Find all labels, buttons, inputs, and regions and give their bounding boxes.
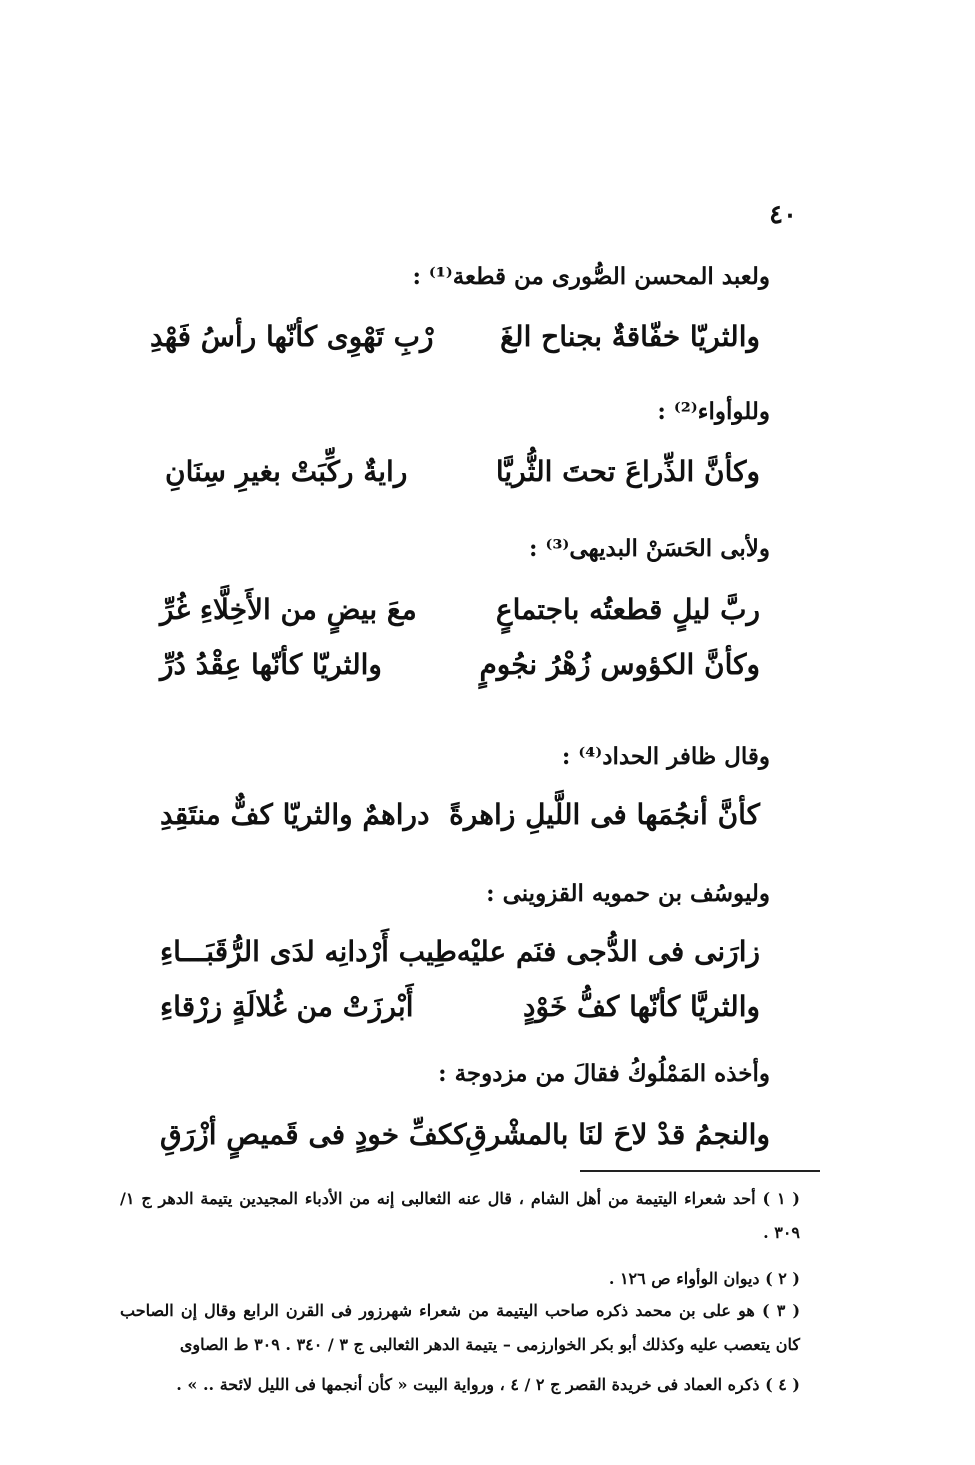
verse-second-hemistich: والثريّا كأنّها عِقْدُ دُرِّ [160, 648, 382, 681]
verse-line [165, 455, 760, 495]
section-intro: وليوسُف بن حمويه القزوينى : [486, 880, 770, 907]
verse-first-hemistich: وكأنَّ الذِّراعَ تحتَ الثُّريَّا [495, 455, 760, 488]
verse-first-hemistich: ربَّ ليلٍ قطعتُه باجتماعٍ [495, 593, 760, 626]
section-intro: ولعبد المحسن الصُّورى من قطعة⁽¹⁾ : [412, 263, 770, 290]
verse-second-hemistich: رْبِ تَهْوِى كأنّها رأسُ فَهْدِ [150, 320, 434, 353]
verse-line [160, 648, 760, 688]
verse-line [160, 935, 760, 975]
verse-first-hemistich: وكأنَّ الكؤوس زُهْرُ نجُومٍ [479, 648, 760, 681]
section-intro: ولأبى الحَسَنْ البديهى⁽³⁾ : [529, 535, 770, 562]
page-number: ٤٠ [769, 200, 797, 230]
verse-second-hemistich: أَبْرزَتْ من غُلالَةٍ زرْقاءِ [160, 990, 414, 1023]
verse-second-hemistich: دراهمٌ والثريّا كفٌّ منتَقِدِ [160, 798, 430, 831]
verse-first-hemistich: والنجمُ قدْ لاحَ لنَا بالمشْرقِ [465, 1118, 770, 1151]
verse-first-hemistich: والثريَّا كأنّها كفُّ خَوْدٍ [523, 990, 760, 1023]
section-intro: وللوأواء⁽²⁾ : [657, 398, 770, 425]
verse-first-hemistich: والثريّا خفّاقةٌ بجناح الغَ [500, 320, 760, 353]
verse-second-hemistich: طِيب أَرْدانِه لدَى الرُّقَبَـــاءِ [160, 935, 457, 968]
section-intro: وقال ظافر الحداد⁽⁴⁾ : [561, 743, 770, 770]
verse-line [160, 990, 760, 1030]
footnote-1: ( ١ ) أحد شعراء اليتيمة من أهل الشام ، قال عنه الثعالبى إنه من الأدباء المجيدين يتيمة الدهر ج ١/ ٣٠٩ . [120, 1189, 800, 1242]
verse-line [160, 1118, 770, 1158]
verse-line [160, 593, 760, 633]
verse-line [160, 798, 760, 838]
verse-second-hemistich: معَ بيضٍ من الأَخِلَّاءِ غُرِّ [160, 593, 417, 626]
verse-second-hemistich: ككفِّ خودٍ فى قَميصٍ أزْرَقِ [160, 1118, 467, 1151]
footnote-divider [580, 1170, 820, 1172]
verse-first-hemistich: كأنَّ أنجُمَها فى اللَّيلِ زاهرةً [449, 798, 760, 831]
verse-second-hemistich: رايةٌ ركِّبَتْ بغيرِ سِنَانِ [165, 455, 408, 488]
footnote-3: ( ٣ ) هو على بن محمد ذكره صاحب اليتيمة من شعراء شهرزور فى القرن الرابع وقال إن الصاحب كان يتعصب عليه وكذلك أبو بكر الخوارزمى – يتيمة الدهر الثعالبى ج ٣ / ٣٤٠ . ٣٠٩ ط الصاوى [120, 1301, 801, 1354]
footnote-4: ( ٤ ) ذكره العماد فى خريدة القصر ج ٢ / ٤ ، ورواية البيت « كأن أنجمها فى الليل لائحة .. » . [176, 1375, 800, 1394]
section-intro: وأخذه المَمْلُوكُ فقالَ من مزدوجة : [438, 1060, 770, 1087]
verse-line [150, 320, 760, 360]
footnote-2: ( ٢ ) ديوان الوأواء ص ١٢٦ . [608, 1269, 800, 1288]
verse-first-hemistich: زارَنى فى الدُّجى فنَم عليْه [456, 935, 760, 968]
